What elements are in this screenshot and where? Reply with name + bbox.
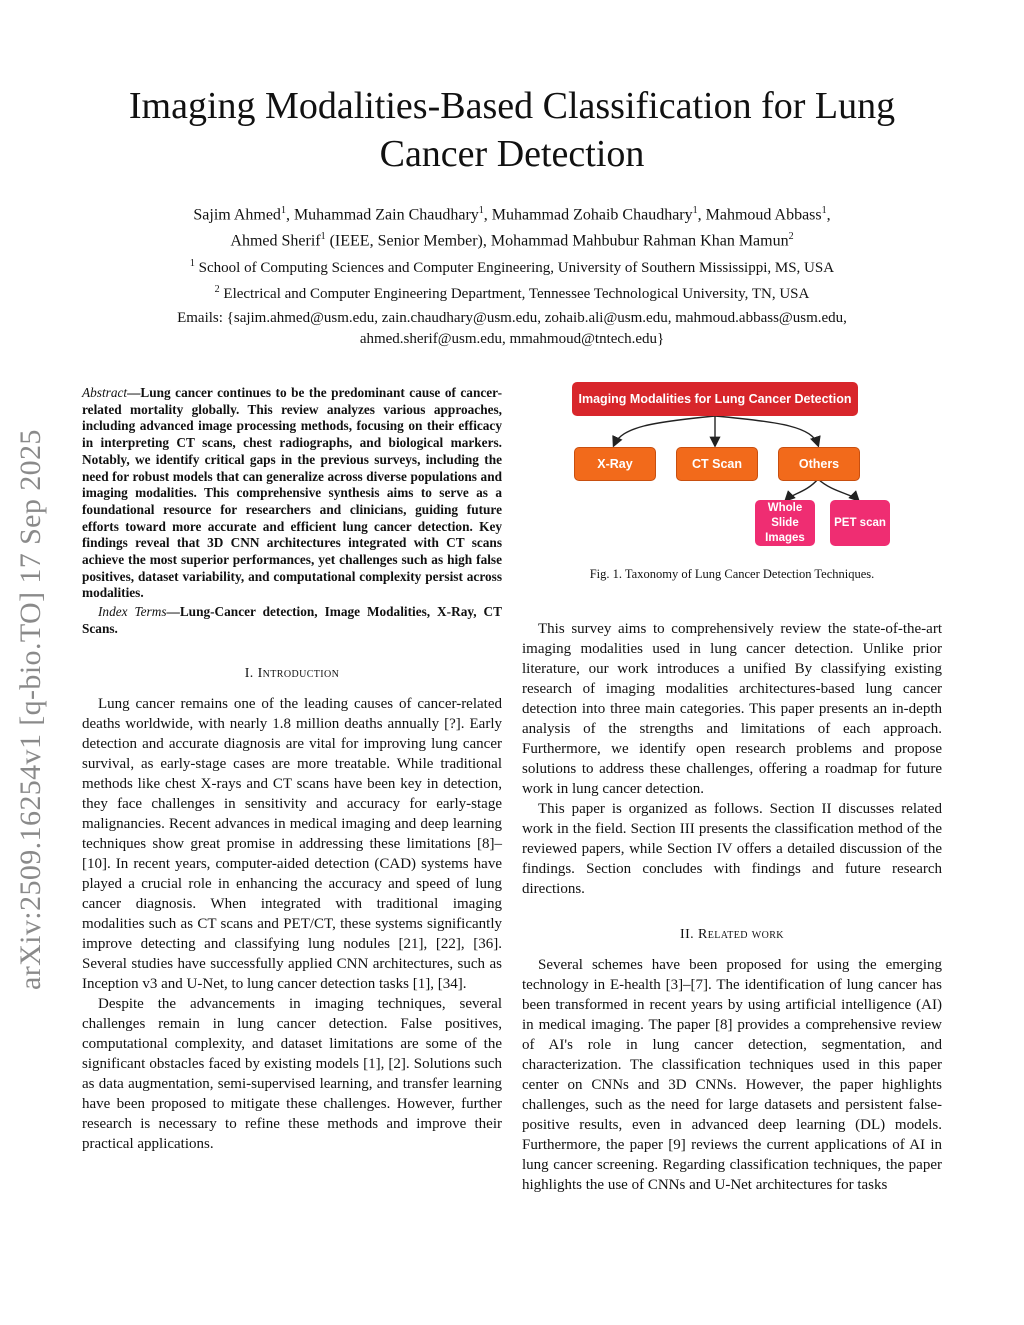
figure-caption: Fig. 1. Taxonomy of Lung Cancer Detection Techniques.: [589, 567, 875, 581]
affil-mark: 1: [821, 205, 827, 216]
affiliation-text: Electrical and Computer Engineering Department, Tennessee Technological University, TN, USA: [223, 285, 810, 302]
paper-title: [60, 82, 964, 178]
index-terms-text: —Lung-Cancer detection, Image Modalities, X-Ray, CT Scans.: [82, 604, 502, 636]
affil-mark: 2: [214, 283, 220, 295]
paragraph: This paper is organized as follows. Section II discusses related work in the field. Section III presents the classification method of the reviewed papers, while Section IV offers a detailed discussion of the findings. Section concludes with findings and future research directions.: [522, 801, 942, 897]
index-terms: [82, 604, 502, 637]
author: Muhammad Zain Chaudhary: [293, 206, 479, 224]
author: Mohammad Mahbubur Rahman Khan Mamun: [490, 232, 789, 250]
section-heading-related-work: II. Related work: [680, 927, 784, 942]
affil-mark: 1: [692, 205, 698, 216]
node-others: Others: [778, 447, 860, 481]
emails-line-1: Emails: {sajim.ahmed@usm.edu, zain.chaudhary@usm.edu, zohaib.ali@usm.edu, mahmoud.abbass@usm.edu,: [177, 310, 847, 326]
emails: [60, 308, 964, 350]
affiliation-1: [60, 253, 964, 279]
author-block: Sajim Ahmed$^1$, Muhammad Zain Chaudhary$^1$, Muhammad Zohaib Chaudhary$^1$, Mahmoud Abbass$^1$, Ahmed Sherif$^1$ (IEEE, Senior Member), Mohammad Mahbubur Rahman Khan Mamun$^2$ $^1$ School of Computing Sciences and Computer Engineering, University of Southern Mississippi, MS, USA $^2$ Electrical and Computer Engineering Department, Tennessee Technological University, TN, USA: [60, 200, 964, 305]
arrow: [715, 416, 818, 445]
affiliation-2: [60, 279, 964, 305]
paragraph: Lung cancer remains one of the leading causes of cancer-related deaths worldwide, with nearly 1.8 million deaths annually [?]. Early detection and accurate diagnosis are vital for improving lung cancer survival, as early-stage cases are more treatable. While traditional methods like chest X-rays and CT scans have been key in detection, they face challenges in sensitivity and accuracy for early-stage malignancies. Recent advances in medical imaging and deep learning techniques show great promise in addressing these limitations [8]–[10]. In recent years, computer-aided detection (CAD) systems have played a crucial role in enhancing the accuracy and speed of lung cancer diagnosis. When integrated with traditional imaging modalities such as CT scans and PET/CT, these systems significantly improve detecting and classifying lung nodules [21], [22], [36]. Several studies have successfully applied CNN architectures, such as Inception v3 and U-Net, to lung cancer detection tasks [1], [34].: [82, 695, 502, 992]
author-note: (IEEE, Senior Member): [329, 232, 483, 250]
arrow: [614, 416, 715, 445]
arrow: [786, 479, 818, 500]
left-column: [82, 385, 502, 1154]
title-line-1: Imaging Modalities-Based Classification for Lung: [128, 85, 896, 127]
affil-mark: 1: [280, 205, 286, 216]
affil-mark: 1: [189, 257, 195, 269]
author: Mahmoud Abbass: [705, 206, 822, 224]
node-xray: X-Ray: [574, 447, 656, 481]
abstract: [82, 385, 502, 602]
node-whole-slide-images: Whole Slide Images: [755, 500, 815, 546]
affil-mark: 1: [320, 231, 326, 243]
node-ct-scan: CT Scan: [676, 447, 758, 481]
author: Sajim Ahmed: [193, 206, 281, 224]
right-column: [522, 619, 942, 1195]
paragraph: This survey aims to comprehensively review the state-of-the-art imaging modalities used in lung cancer detection. Unlike prior literature, our work introduces a unified By classifying existing research of imaging modalities architectures-based lung cancer detection into three main categories. This paper presents an in-depth analysis of the strengths and limitations of each approach. Furthermore, we identify open research problems and propose solutions to address these challenges, offering a roadmap for future work in lung cancer detection.: [522, 621, 942, 797]
author: Ahmed Sherif: [230, 232, 321, 250]
author: Muhammad Zohaib Chaudhary: [491, 206, 693, 224]
index-terms-label: Index Terms: [98, 604, 167, 620]
paragraph: Several schemes have been proposed for using the emerging technology in E-health [3]–[7]. The identification of lung cancer has been transformed in recent years by using artificial intelligence (AI) in medical imaging. The paper [8] provides a comprehensive review of AI's role in lung cancer detection, segmentation, and characterization. The classification techniques used in this paper center on CNNs and 3D CNNs. However, the paper highlights challenges, such as the need for large datasets and persistent false-positive results, even in advanced deep learning (DL) models. Furthermore, the paper [9] reviews the current applications of AI in lung cancer screening. Regarding classification techniques, the paper highlights the use of CNNs and U-Net architectures for tasks: [522, 957, 942, 1193]
title-line-2: Cancer Detection: [379, 133, 645, 175]
affiliation-text: School of Computing Sciences and Computer Engineering, University of Southern Mississippi, MS, USA: [198, 259, 835, 276]
section-heading-introduction: I. Introduction: [244, 665, 340, 681]
paragraph: Despite the advancements in imaging techniques, several challenges remain in lung cancer detection. False positives, computational complexity, and dataset limitations are some of the significant obstacles faced by existing models [1], [2]. Solutions such as data augmentation, semi-supervised learning, and transfer learning have been proposed to mitigate these challenges. However, further research is necessary to refine these methods and improve their practical applications.: [82, 995, 502, 1152]
affil-mark: 2: [788, 231, 794, 243]
emails-line-2: ahmed.sherif@usm.edu, mmahmoud@tntech.edu}: [359, 331, 665, 347]
arrow: [818, 479, 858, 500]
taxonomy-root-node: Imaging Modalities for Lung Cancer Detection: [572, 382, 858, 416]
taxonomy-figure: [562, 382, 902, 592]
affil-mark: 1: [478, 205, 484, 216]
abstract-text: —Lung cancer continues to be the predominant cause of cancer-related mortality globally. This review analyzes various approaches, including advanced image processing methods, focusing on their efficacy in interpreting CT scans, chest radiographs, and biological markers. Notably, we identify critical gaps in the previous surveys, including the need for robust models that can generalize across diverse populations and imaging modalities. This comprehensive synthesis aims to serve as a foundational resource for researchers and clinicians, guiding future efforts toward more accurate and efficient lung cancer detection. Key findings reveal that 3D CNN architectures integrated with CT scans achieve the most superior performances, yet challenges such as high false positives, dataset variability, and computational complexity persist across modalities.: [82, 385, 502, 601]
abstract-label: Abstract: [82, 385, 128, 400]
node-pet-scan: PET scan: [830, 500, 890, 546]
arxiv-stamp: arXiv:2509.16254v1 [q-bio.TO] 17 Sep 2025: [14, 429, 47, 990]
